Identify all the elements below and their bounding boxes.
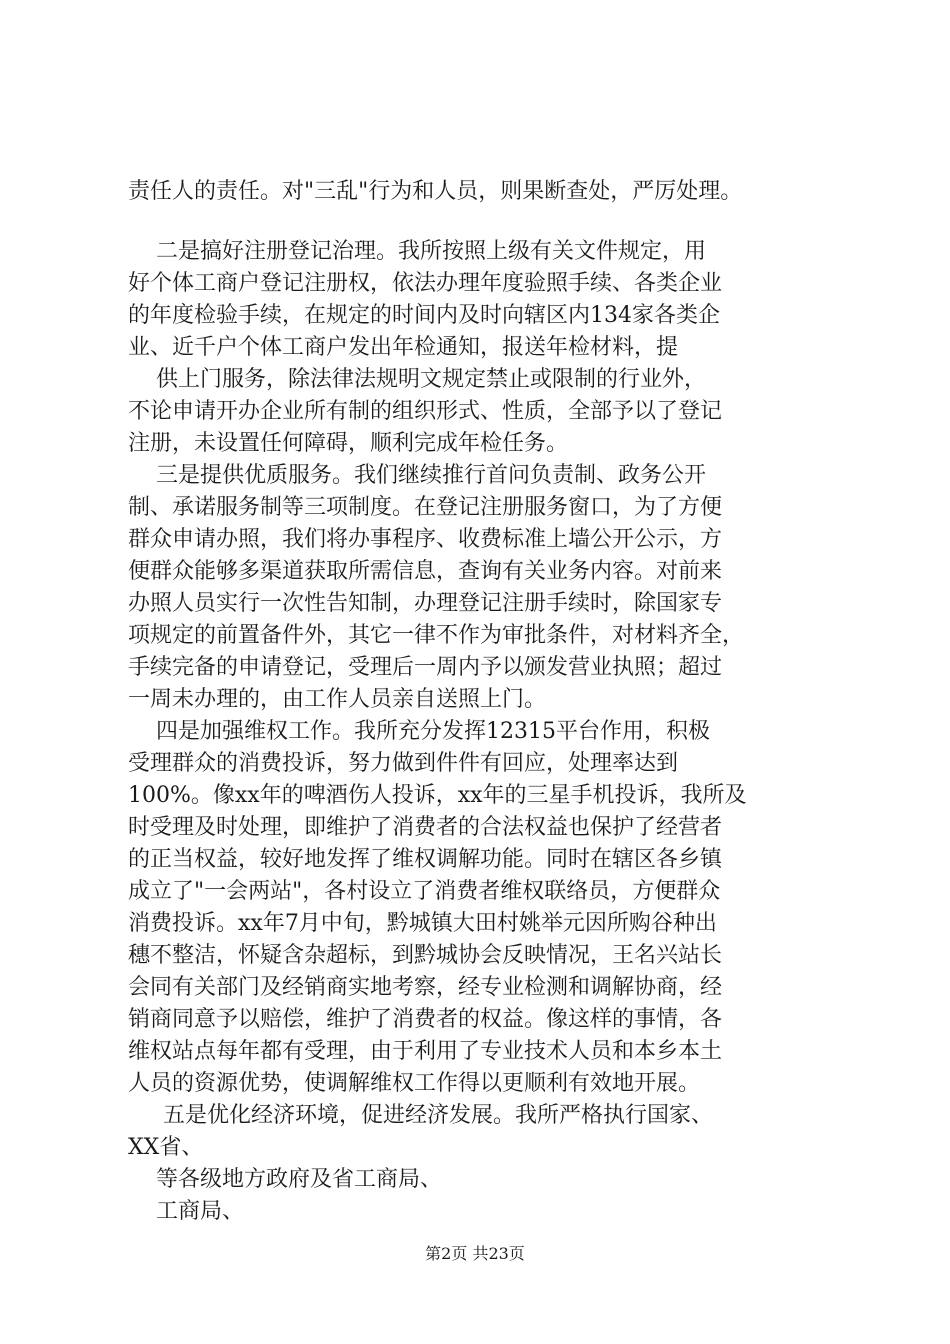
paragraph-line: 群众申请办照，我们将办事程序、收费标准上墙公开公示，方 [128, 527, 723, 552]
paragraph-line: 维权站点每年都有受理，由于利用了专业技术人员和本乡本土 [128, 1039, 723, 1064]
paragraph-line: 业、近千户个体工商户发出年检通知，报送年检材料，提 [128, 335, 679, 360]
paragraph-line: 不论申请开办企业所有制的组织形式、性质，全部予以了登记 [128, 399, 723, 424]
paragraph-line: 责任人的责任。对"三乱"行为和人员，则果断查处，严厉处理。 [128, 179, 743, 204]
paragraph-line: 项规定的前置备件外，其它一律不作为审批条件，对材料齐全， [128, 623, 745, 648]
paragraph-line: 制、承诺服务制等三项制度。在登记注册服务窗口，为了方便 [128, 495, 723, 520]
page-number: 第2页 共23页 [425, 1244, 525, 1263]
paragraph-line: 时受理及时处理，即维护了消费者的合法权益也保护了经营者 [128, 815, 723, 840]
paragraph-line: 穗不整洁，怀疑含杂超标，到黔城协会反映情况，王名兴站长 [128, 943, 723, 968]
paragraph-line: 手续完备的申请登记，受理后一周内予以颁发营业执照；超过 [128, 655, 723, 680]
paragraph-line: 五是优化经济环境，促进经济发展。我所严格执行国家、 [128, 1103, 713, 1128]
paragraph-line: 二是搞好注册登记治理。我所按照上级有关文件规定，用 [128, 239, 706, 264]
paragraph-line: XX省、 [128, 1135, 204, 1160]
paragraph-line: 100%。像xx年的啤酒伤人投诉，xx年的三星手机投诉，我所及 [128, 783, 747, 808]
paragraph-line: 会同有关部门及经销商实地考察，经专业检测和调解协商，经 [128, 975, 723, 1000]
paragraph-line: 便群众能够多渠道获取所需信息，查询有关业务内容。对前来 [128, 559, 723, 584]
paragraph-line: 的正当权益，较好地发挥了维权调解功能。同时在辖区各乡镇 [128, 847, 723, 872]
paragraph-line: 等各级地方政府及省工商局、 [128, 1167, 442, 1192]
paragraph-line: 注册，未设置任何障碍，顺利完成年检任务。 [128, 431, 569, 456]
paragraph-line: 消费投诉。xx年7月中旬，黔城镇大田村姚举元因所购谷种出 [128, 911, 717, 936]
paragraph-line: 供上门服务，除法律法规明文规定禁止或限制的行业外， [128, 367, 706, 392]
paragraph-line: 一周未办理的，由工作人员亲自送照上门。 [128, 687, 547, 712]
paragraph-line: 的年度检验手续，在规定的时间内及时向辖区内134家各类企 [128, 303, 720, 328]
paragraph-line: 受理群众的消费投诉，努力做到件件有回应，处理率达到 [128, 751, 679, 776]
paragraph-line: 三是提供优质服务。我们继续推行首问负责制、政务公开 [128, 463, 706, 488]
paragraph-line: 办照人员实行一次性告知制，办理登记注册手续时，除国家专 [128, 591, 723, 616]
paragraph-line: 好个体工商户登记注册权，依法办理年度验照手续、各类企业 [128, 271, 723, 296]
paragraph-line: 销商同意予以赔偿，维护了消费者的权益。像这样的事情，各 [128, 1007, 723, 1032]
paragraph-line: 人员的资源优势，使调解维权工作得以更顺利有效地开展。 [128, 1071, 701, 1096]
paragraph-line: 四是加强维权工作。我所充分发挥12315平台作用，积极 [128, 719, 710, 744]
paragraph-line: 成立了"一会两站"，各村设立了消费者维权联络员，方便群众 [128, 879, 721, 904]
paragraph-line: 工商局、 [128, 1199, 244, 1224]
